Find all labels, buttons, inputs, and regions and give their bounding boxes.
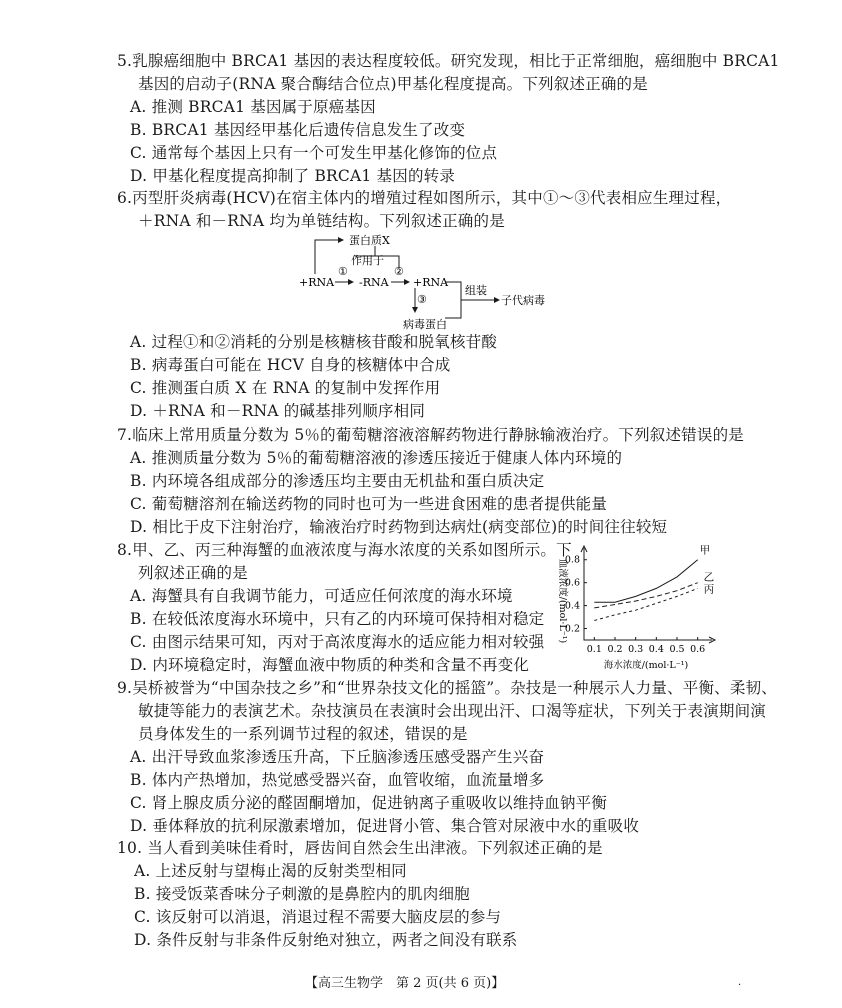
question-8-option-d: D. 内环境稳定时，海蟹血液中物质的种类和含量不再变化 <box>130 656 530 674</box>
x-tick-label: 0.1 <box>586 644 602 655</box>
question-10-stem-line-1: 10. 当人看到美味佳肴时，唇齿间自然会生出津液。下列叙述正确的是 <box>117 839 603 857</box>
y-tick-label: 0.6 <box>564 577 580 589</box>
question-9-option-a: A. 出汗导致血浆渗透压升高，下丘脑渗透压感受器产生兴奋 <box>130 748 545 766</box>
question-6-stem-line-1: 6.丙型肝炎病毒(HCV)在宿主体内的增殖过程如图所示，其中①～③代表相应生理过程， <box>117 189 732 207</box>
plus-rna-label-2: +RNA <box>413 276 449 289</box>
series-line-2 <box>594 583 697 608</box>
question-9-option-c: C. 肾上腺皮质分泌的醛固酮增加，促进钠离子重吸收以维持血钠平衡 <box>130 794 608 812</box>
question-7-option-c: C. 葡萄糖溶剂在输送药物的同时也可为一些进食困难的患者提供能量 <box>130 495 608 513</box>
question-10-option-c: C. 该反射可以消退，消退过程不需要大脑皮层的参与 <box>134 908 502 926</box>
question-7-option-a: A. 推测质量分数为 5％的葡萄糖溶液的渗透压接近于健康人体内环境的 <box>130 449 623 467</box>
y-tick-label: 0.8 <box>564 554 580 566</box>
series-label-3: 丙 <box>703 583 715 596</box>
question-10-option-d: D. 条件反射与非条件反射绝对独立，两者之间没有联系 <box>134 931 518 949</box>
chart-axis-lines <box>584 548 712 640</box>
question-9-stem-line-1: 9.吴桥被誉为“中国杂技之乡”和“世界杂技文化的摇篮”。杂技是一种展示人力量、平衡、柔韧、 <box>117 679 777 697</box>
question-8-stem-line-2: 列叙述正确的是 <box>138 564 248 582</box>
x-tick-label: 0.2 <box>607 644 623 655</box>
acts-on-label: 作用于 <box>351 254 384 267</box>
question-6-option-c: C. 推测蛋白质 X 在 RNA 的复制中发挥作用 <box>130 379 441 397</box>
crab-blood-concentration-chart <box>548 540 718 675</box>
question-5-option-b: B. BRCA1 基因经甲基化后遗传信息发生了改变 <box>130 121 466 139</box>
step-3-marker: ③ <box>417 293 427 306</box>
question-9-stem-line-2: 敏捷等能力的表演艺术。杂技演员在表演时会出现出汗、口渴等症状，下列关于表演期间演 <box>138 702 767 720</box>
x-tick-label: 0.4 <box>648 644 664 655</box>
minus-rna-label: -RNA <box>359 276 389 289</box>
question-5-option-c: C. 通常每个基因上只有一个可发生甲基化修饰的位点 <box>130 144 498 162</box>
x-tick-label: 0.3 <box>628 644 644 655</box>
series-line-1 <box>594 560 697 603</box>
y-tick-label: 0.2 <box>564 623 580 635</box>
x-axis-title: 海水浓度/(mol·L⁻¹) <box>603 660 689 671</box>
question-8-option-b: B. 在较低浓度海水环境中，只有乙的内环境可保持相对稳定 <box>130 610 545 628</box>
x-tick-label: 0.6 <box>690 644 706 655</box>
question-8-option-a: A. 海蟹具有自我调节能力，可适应任何浓度的海水环境 <box>130 587 513 605</box>
protein-x-label: 蛋白质X <box>349 234 390 247</box>
question-8-stem-line-1: 8.甲、乙、丙三种海蟹的血液浓度与海水浓度的关系如图所示。下 <box>117 541 572 559</box>
question-5-stem-line-1: 5.乳腺癌细胞中 BRCA1 基因的表达程度较低。研究发现，相比于正常细胞，癌细胞中 BRCA1 <box>117 52 780 70</box>
hcv-replication-diagram <box>295 232 550 332</box>
question-6-option-a: A. 过程①和②消耗的分别是核糖核苷酸和脱氧核苷酸 <box>130 333 498 351</box>
page-footer: 【高三生物学 第 2 页(共 6 页)】 <box>305 976 505 991</box>
progeny-virus-label: 子代病毒 <box>501 294 545 307</box>
x-tick-label: 0.5 <box>669 644 685 655</box>
question-10-option-b: B. 接受饭菜香味分子刺激的是鼻腔内的肌肉细胞 <box>134 885 470 903</box>
series-label-2: 乙 <box>703 571 715 584</box>
series-line-3 <box>594 588 697 620</box>
question-5-stem-line-2: 基因的启动子(RNA 聚合酶结合位点)甲基化程度提高。下列叙述正确的是 <box>138 75 648 93</box>
question-5-option-a: A. 推测 BRCA1 基因属于原癌基因 <box>130 98 376 116</box>
corner-mark: · <box>738 980 742 991</box>
question-7-stem-line-1: 7.临床上常用质量分数为 5％的葡萄糖溶液溶解药物进行静脉输液治疗。下列叙述错误的是 <box>117 426 744 444</box>
question-7-option-d: D. 相比于皮下注射治疗，输液治疗时药物到达病灶(病变部位)的时间往往较短 <box>130 518 668 536</box>
question-9-stem-line-3: 员身体发生的一系列调节过程的叙述，错误的是 <box>138 725 468 743</box>
question-5-option-d: D. 甲基化程度提高抑制了 BRCA1 基因的转录 <box>130 167 456 185</box>
step-1-marker: ① <box>338 265 348 278</box>
assembly-label: 组装 <box>465 284 487 297</box>
y-tick-label: 0.4 <box>564 600 580 612</box>
question-7-option-b: B. 内环境各组成部分的渗透压均主要由无机盐和蛋白质决定 <box>130 472 545 490</box>
series-label-1: 甲 <box>699 544 711 557</box>
question-9-option-d: D. 垂体释放的抗利尿激素增加，促进肾小管、集合管对尿液中水的重吸收 <box>130 817 640 835</box>
question-6-option-d: D. ＋RNA 和－RNA 的碱基排列顺序相同 <box>130 402 426 420</box>
question-10-option-a: A. 上述反射与望梅止渴的反射类型相同 <box>134 862 407 880</box>
step-2-marker: ② <box>394 265 404 278</box>
question-8-option-c: C. 由图示结果可知，丙对于高浓度海水的适应能力相对较强 <box>130 633 545 651</box>
plus-rna-label-1: +RNA <box>299 276 335 289</box>
viral-protein-label: 病毒蛋白 <box>403 318 447 331</box>
question-6-option-b: B. 病毒蛋白可能在 HCV 自身的核糖体中合成 <box>130 356 451 374</box>
y-axis-title: 血液浓度/(mol·L⁻¹) <box>557 558 568 644</box>
question-6-stem-line-2: ＋RNA 和－RNA 均为单链结构。下列叙述正确的是 <box>138 212 505 230</box>
question-9-option-b: B. 体内产热增加，热觉感受器兴奋，血管收缩，血流量增多 <box>130 771 545 789</box>
